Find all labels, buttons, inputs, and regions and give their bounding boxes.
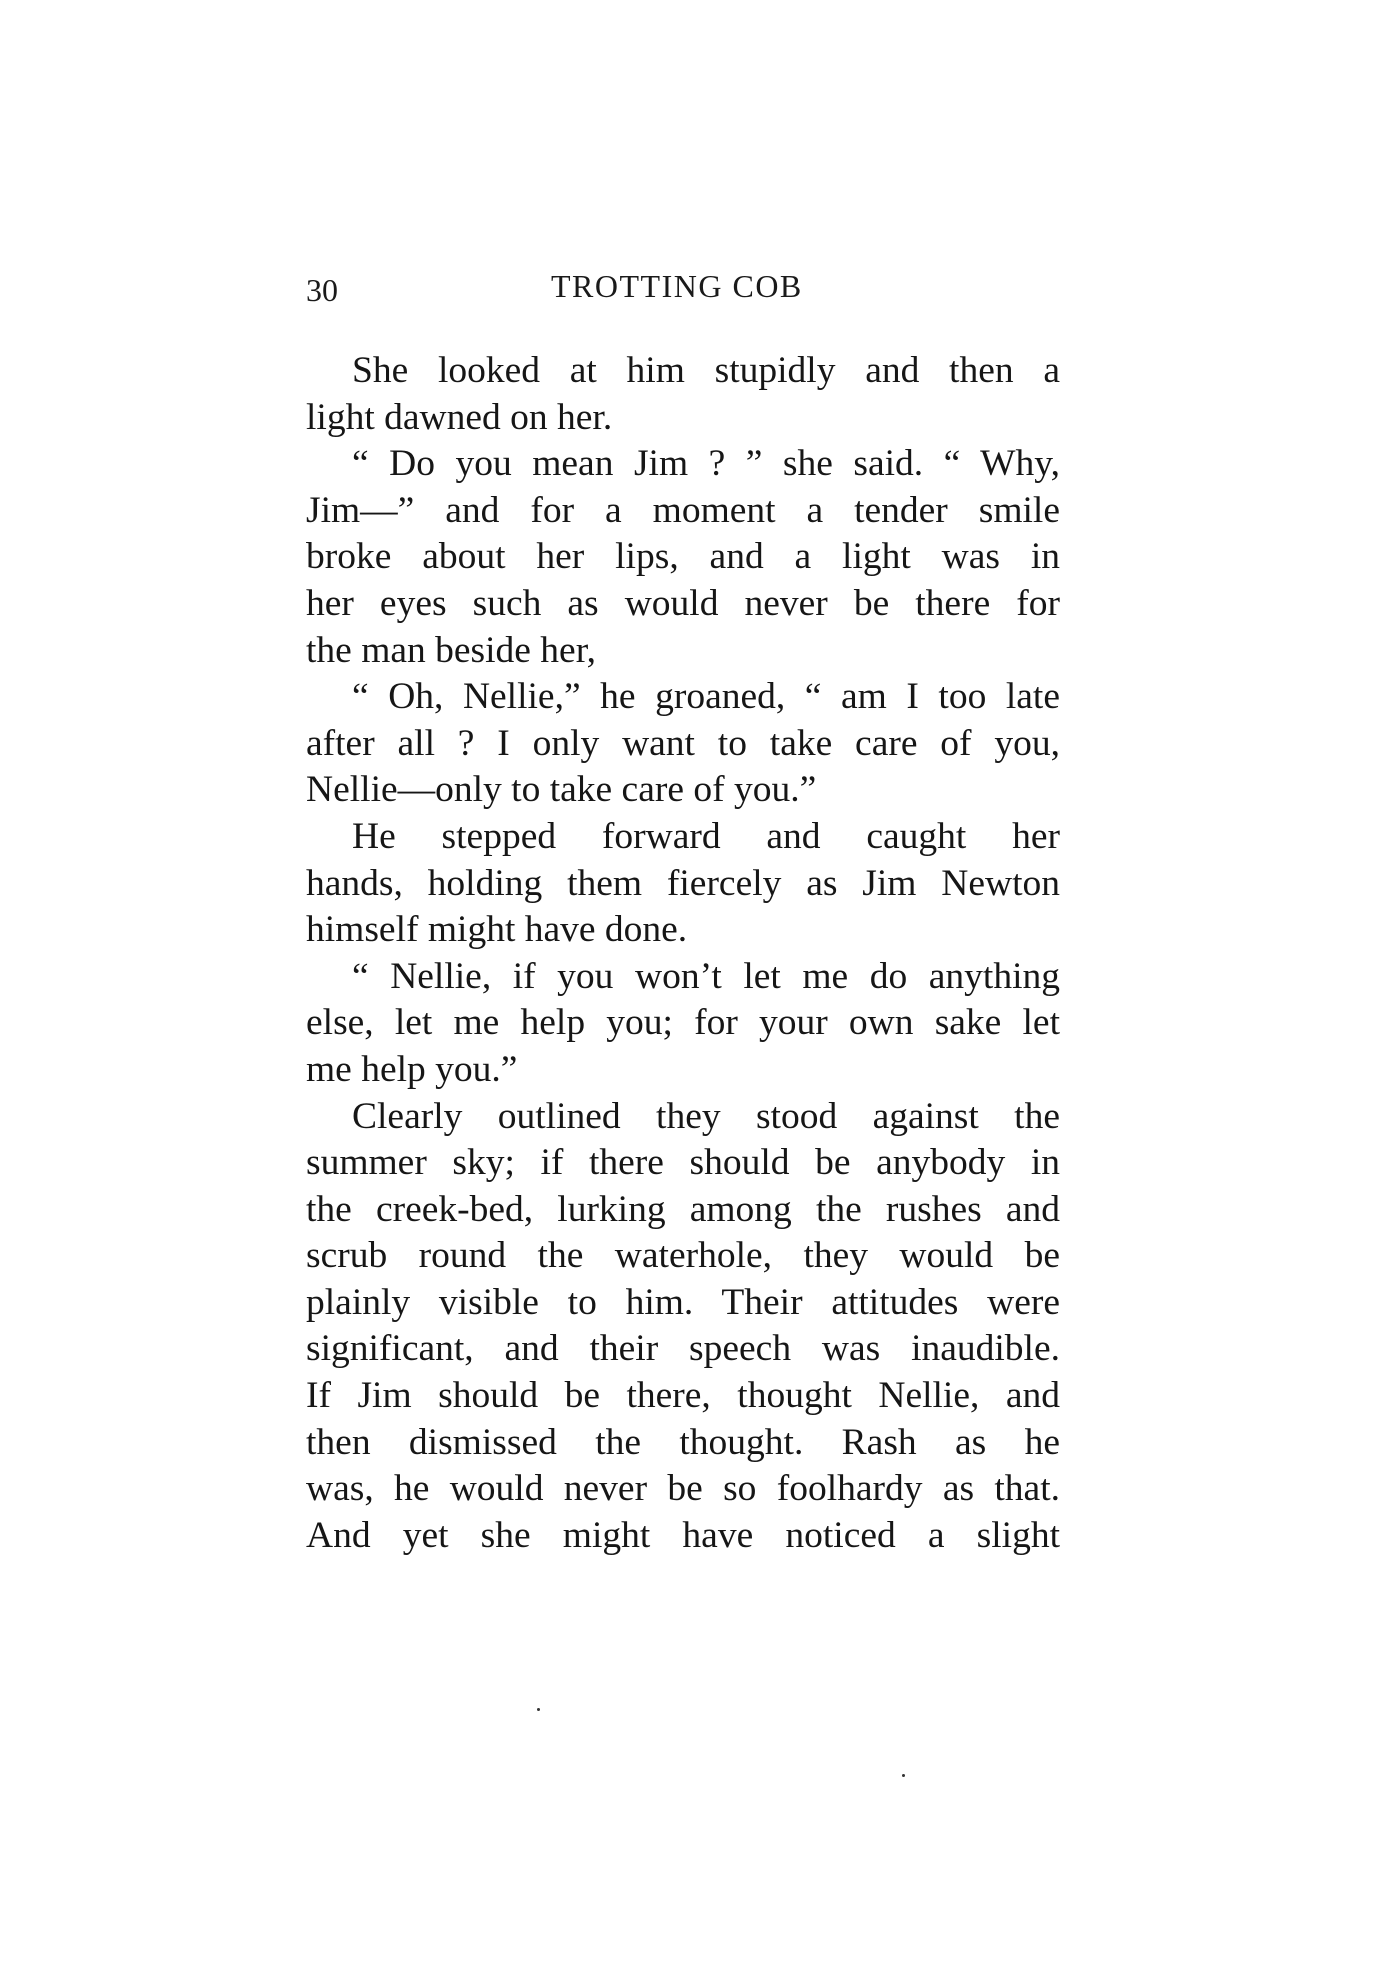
text-line: He stepped forward and caught her bbox=[352, 815, 1060, 857]
running-head bbox=[306, 268, 1066, 312]
text-line: Jim—” and for a moment a tender smile bbox=[306, 489, 1060, 531]
text-line: broke about her lips, and a light was in bbox=[306, 536, 1060, 578]
text-line: She looked at him stupidly and then a bbox=[352, 350, 1060, 391]
text-line: scrub round the waterhole, they would be bbox=[306, 1235, 1060, 1277]
text-line: Nellie—only to take care of you.” bbox=[306, 769, 817, 811]
text-line: significant, and their speech was inaudible. bbox=[306, 1328, 1060, 1370]
text-line: her eyes such as would never be there for bbox=[306, 582, 1060, 624]
body-text bbox=[306, 348, 1060, 1559]
running-title: TROTTING COB bbox=[551, 268, 803, 304]
text-line: me help you.” bbox=[306, 1048, 518, 1090]
text-line: summer sky; if there should be anybody in bbox=[306, 1142, 1060, 1184]
text-line: “ Nellie, if you won’t let me do anything bbox=[352, 955, 1060, 997]
text-line: And yet she might have noticed a slight bbox=[306, 1514, 1060, 1556]
text-line: hands, holding them fiercely as Jim Newton bbox=[306, 862, 1060, 904]
text-line: plainly visible to him. Their attitudes were bbox=[306, 1281, 1060, 1323]
text-line: then dismissed the thought. Rash as he bbox=[306, 1421, 1060, 1463]
print-speck bbox=[902, 1774, 905, 1777]
text-line: the man beside her, bbox=[306, 629, 597, 671]
text-line: If Jim should be there, thought Nellie, and bbox=[306, 1375, 1060, 1417]
print-speck bbox=[537, 1708, 540, 1711]
text-line: after all ? I only want to take care of you, bbox=[306, 722, 1060, 764]
text-line: was, he would never be so foolhardy as that. bbox=[306, 1468, 1060, 1510]
text-line: “ Oh, Nellie,” he groaned, “ am I too late bbox=[352, 676, 1060, 718]
text-line: himself might have done. bbox=[306, 909, 688, 951]
text-line: else, let me help you; for your own sake let bbox=[306, 1002, 1060, 1044]
text-line: light dawned on her. bbox=[306, 396, 613, 438]
page-number: 30 bbox=[306, 272, 338, 308]
text-line: “ Do you mean Jim ? ” she said. “ Why, bbox=[352, 443, 1060, 485]
text-line: Clearly outlined they stood against the bbox=[352, 1095, 1060, 1137]
text-line: the creek-bed, lurking among the rushes and bbox=[306, 1188, 1060, 1230]
